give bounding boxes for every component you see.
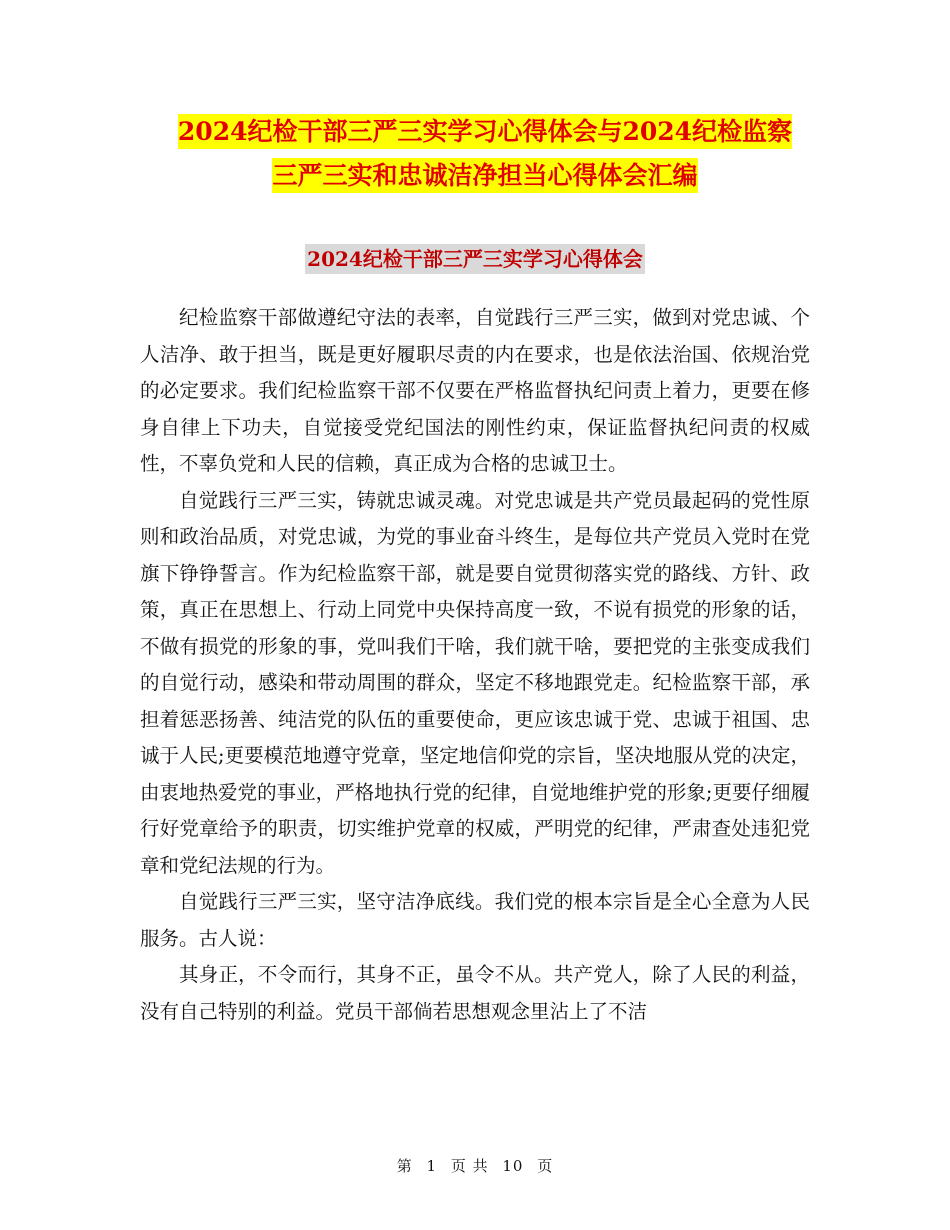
footer-middle: 页 共	[450, 1157, 489, 1175]
page-footer	[0, 1155, 950, 1176]
footer-prefix: 第	[396, 1157, 413, 1175]
footer-total-pages: 10	[502, 1157, 524, 1175]
section-title	[140, 244, 810, 274]
paragraph-2: 自觉践行三严三实，铸就忠诚灵魂。对党忠诚是共产党员最起码的党性原则和政治品质，对党忠诚，为党的事业奋斗终生，是每位共产党员入党时在党旗下铮铮誓言。作为纪检监察干部，就是要自觉贯彻落实党的路线、方针、政策，真正在思想上、行动上同党中央保持高度一致，不说有损党的形象的话，不做有损党的形象的事，党叫我们干啥，我们就干啥，要把党的主张变成我们的自觉行动，感染和带动周围的群众，坚定不移地跟党走。纪检监察干部，承担着惩恶扬善、纯洁党的队伍的重要使命，更应该忠诚于党、忠诚于祖国、忠诚于人民;更要模范地遵守党章，坚定地信仰党的宗旨，坚决地服从党的决定，由衷地热爱党的事业，严格地执行党的纪律，自觉地维护党的形象;更要仔细履行好党章给予的职责，切实维护党章的权威，严明党的纪律，严肃查处违犯党章和党纪法规的行为。	[140, 488, 810, 877]
document-title-line-2: 三严三实和忠诚洁净担当心得体会汇编	[272, 158, 697, 193]
document-title	[140, 110, 830, 198]
footer-suffix: 页	[537, 1157, 554, 1175]
paragraph-3: 自觉践行三严三实，坚守洁净底线。我们党的根本宗旨是全心全意为人民服务。古人说：	[140, 890, 810, 950]
paragraph-1: 纪检监察干部做遵纪守法的表率，自觉践行三严三实，做到对党忠诚、个人洁净、敢于担当，既是更好履职尽责的内在要求，也是依法治国、依规治党的必定要求。我们纪检监察干部不仅要在严格监督执纪问责上着力，更要在修身自律上下功夫，自觉接受党纪国法的刚性约束，保证监督执纪问责的权威性，不辜负党和人民的信赖，真正成为合格的忠诚卫士。	[140, 306, 810, 475]
footer-page-number: 1	[426, 1157, 438, 1175]
document-title-line-1: 2024纪检干部三严三实学习心得体会与2024纪检监察	[178, 114, 792, 149]
section-title-text: 2024纪检干部三严三实学习心得体会	[305, 244, 645, 274]
document-body	[140, 300, 810, 1030]
paragraph-4: 其身正，不令而行，其身不正，虽令不从。共产党人，除了人民的利益，没有自己特别的利益。党员干部倘若思想观念里沾上了不洁	[140, 963, 810, 1023]
